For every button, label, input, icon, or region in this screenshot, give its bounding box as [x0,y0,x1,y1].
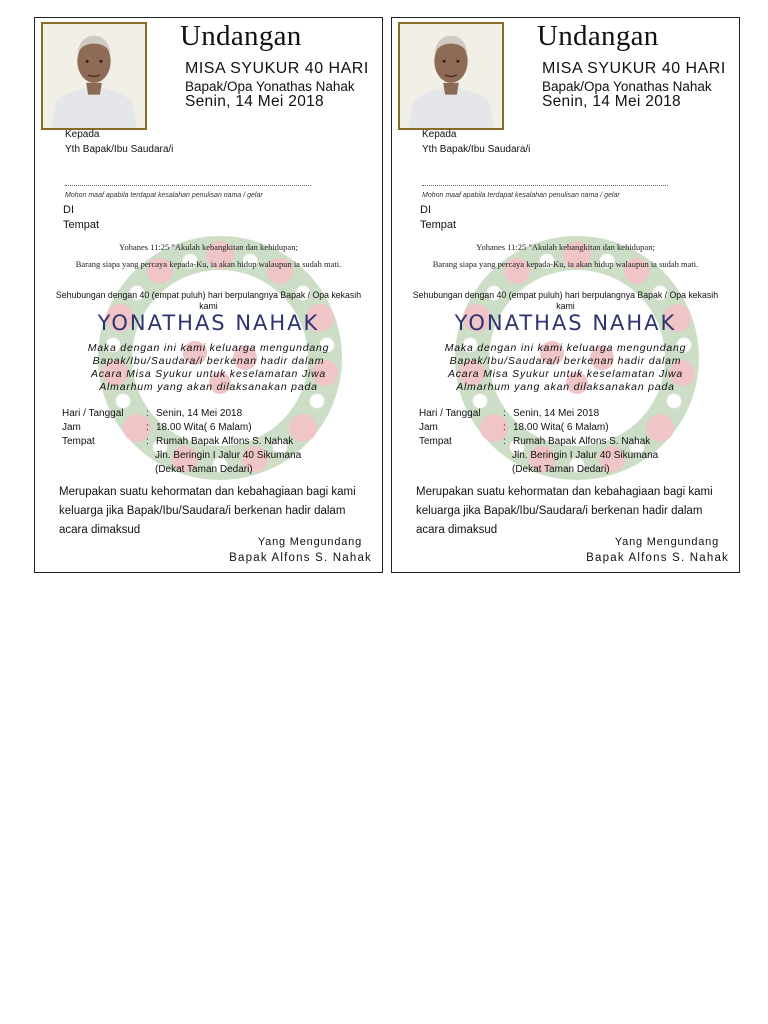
recipient-salutation: Yth Bapak/Ibu Saudara/i [65,144,174,155]
inviter-name: Bapak Alfons S. Nahak [586,552,729,564]
detail-separator: : [146,408,149,419]
detail-row-place [62,436,293,447]
closing-statement: Merupakan suatu kehormatan dan kebahagiaan bagi kami keluarga jika Bapak/Ibu/Saudara/i berkenan hadir dalam acara dimaksud [59,486,356,536]
address-line-1: Jln. Beringin I Jalur 40 Sikumana [155,450,302,461]
bible-verse-line-1: Yohanes 11:25 "Akulah kebangkitan dan kehidupan; [476,242,655,252]
closing-statement: Merupakan suatu kehormatan dan kebahagiaan bagi kami keluarga jika Bapak/Ibu/Saudara/i berkenan hadir dalam acara dimaksud [416,486,713,536]
invitation-body-line: Maka dengan ini kami keluarga mengundang [87,342,330,354]
detail-separator: : [503,408,506,419]
event-name: MISA SYUKUR 40 HARI [185,60,369,77]
di-label: DI [63,204,74,216]
invitation-body-line: Maka dengan ini kami keluarga mengundang [444,342,687,354]
detail-separator: : [146,436,149,447]
address-line-2: (Dekat Taman Dedari) [155,464,253,475]
kepada-label: Kepada [422,129,457,140]
detail-value: Senin, 14 Mei 2018 [156,408,243,419]
invitation-body-line: Acara Misa Syukur untuk keselamatan Jiwa [90,368,327,380]
deceased-name: YONATHAS NAHAK [97,311,320,335]
bible-verse-line-1: Yohanes 11:25 "Akulah kebangkitan dan kehidupan; [119,242,298,252]
invitation-card-left [34,17,383,573]
detail-row-time [62,422,252,433]
invitation-title: Undangan [180,20,302,52]
deceased-name: YONATHAS NAHAK [454,311,677,335]
kepada-label: Kepada [65,129,100,140]
detail-label: Jam [62,422,81,433]
detail-value: Senin, 14 Mei 2018 [513,408,600,419]
recipient-salutation: Yth Bapak/Ibu Saudara/i [422,144,531,155]
invitation-body-line: Almarhum yang akan dilaksanakan pada [99,381,318,393]
portrait-photo [41,22,147,130]
detail-label: Jam [419,422,438,433]
invitation-card-right [391,17,740,573]
detail-label: Tempat [62,436,95,447]
detail-row-date [419,408,599,419]
invitation-title: Undangan [537,20,659,52]
detail-separator: : [146,422,149,433]
occasion-text: Sehubungan dengan 40 (empat puluh) hari berpulangnya Bapak / Opa kekasih kami [55,290,362,312]
inviter-label: Yang Mengundang [614,536,719,548]
detail-value: Rumah Bapak Alfons S. Nahak [513,436,651,447]
detail-separator: : [503,436,506,447]
event-subject: Bapak/Opa Yonathas Nahak [542,79,712,94]
event-date: Senin, 14 Mei 2018 [542,93,681,110]
inviter-name: Bapak Alfons S. Nahak [229,552,372,564]
apology-note: Mohon maaf apabila terdapat kesalahan penulisan nama / gelar [65,192,263,199]
occasion-text: Sehubungan dengan 40 (empat puluh) hari berpulangnya Bapak / Opa kekasih kami [412,290,719,312]
detail-value: 18.00 Wita( 6 Malam) [156,422,252,433]
invitation-body-line: Almarhum yang akan dilaksanakan pada [456,381,675,393]
recipient-name-line [422,185,668,186]
bible-verse-line-2: Barang siapa yang percaya kepada-Ku, ia akan hidup walaupun ia sudah mati. [75,259,342,269]
event-date: Senin, 14 Mei 2018 [185,93,324,110]
detail-label: Hari / Tanggal [62,408,124,419]
portrait-photo [398,22,504,130]
detail-separator: : [503,422,506,433]
inviter-label: Yang Mengundang [257,536,362,548]
di-label: DI [420,204,431,216]
bible-verse-line-2: Barang siapa yang percaya kepada-Ku, ia akan hidup walaupun ia sudah mati. [432,259,699,269]
detail-label: Hari / Tanggal [419,408,481,419]
tempat-label: Tempat [63,219,100,231]
invitation-body-line: Bapak/Ibu/Saudara/i berkenan hadir dalam [449,355,682,367]
detail-value: 18.00 Wita( 6 Malam) [513,422,609,433]
address-line-2: (Dekat Taman Dedari) [512,464,610,475]
detail-label: Tempat [419,436,452,447]
address-line-1: Jln. Beringin I Jalur 40 Sikumana [512,450,659,461]
invitation-body-line: Bapak/Ibu/Saudara/i berkenan hadir dalam [92,355,325,367]
event-subject: Bapak/Opa Yonathas Nahak [185,79,355,94]
detail-row-place [419,436,650,447]
detail-row-time [419,422,609,433]
recipient-name-line [65,185,311,186]
detail-value: Rumah Bapak Alfons S. Nahak [156,436,294,447]
apology-note: Mohon maaf apabila terdapat kesalahan penulisan nama / gelar [422,192,620,199]
invitation-body-line: Acara Misa Syukur untuk keselamatan Jiwa [447,368,684,380]
tempat-label: Tempat [420,219,457,231]
detail-row-date [62,408,242,419]
event-name: MISA SYUKUR 40 HARI [542,60,726,77]
